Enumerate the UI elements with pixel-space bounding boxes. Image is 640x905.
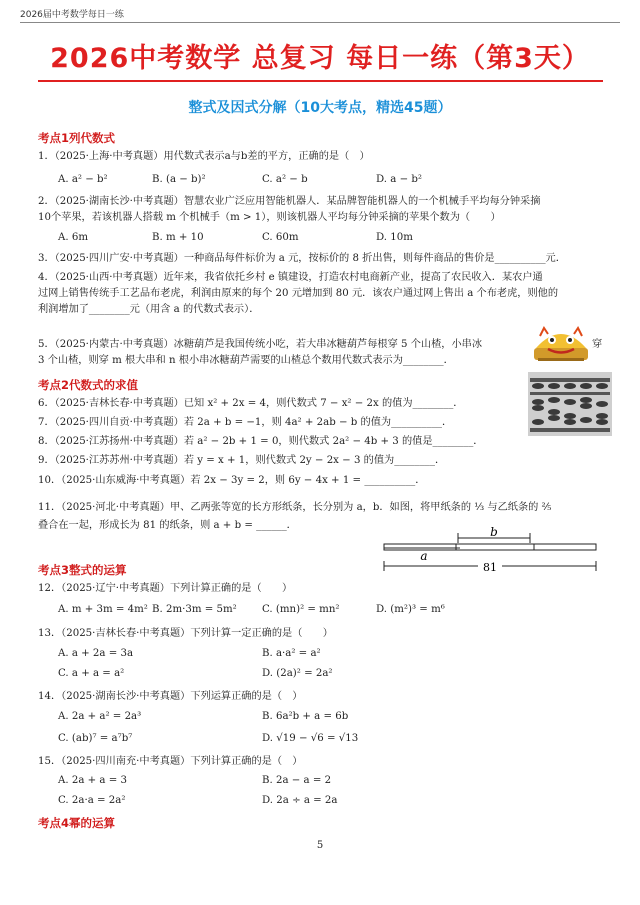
question-3: 3．（2025·四川广安·中考真题）一种商品每件标价为 a 元，按标价的 8 折出售，则每件商品的售价是__________元． bbox=[38, 253, 566, 264]
question-6: 6．（2025·吉林长春·中考真题）已知 x² + 2x = 4，则代数式 7 − x² − 2x 的值为________． bbox=[38, 398, 464, 409]
q12-option-b: B. 2m·3m = 5m² bbox=[152, 604, 237, 615]
q15-option-c: C. 2a·a = 2a² bbox=[58, 795, 126, 806]
question-15: 15．（2025·四川南充·中考真题）下列计算正确的是（ ） bbox=[38, 756, 303, 767]
question-11-line-1: 11．（2025·河北·中考真题）甲、乙两张等宽的长方形纸条，长分别为 a，b．如图，将甲纸条的 ⅓ 与乙纸条的 ⅖ bbox=[38, 502, 552, 513]
q1-option-a: A. a² − b² bbox=[58, 174, 108, 185]
q14-option-c: C. (ab)⁷ = a⁷b⁷ bbox=[58, 733, 133, 744]
question-1: 1．（2025·上海·中考真题）用代数式表示a与b差的平方，正确的是（ ） bbox=[38, 151, 370, 162]
question-11-line-2: 叠合在一起，形成长为 81 的纸条，则 a + b = ______． bbox=[38, 520, 297, 531]
section-heading-3: 考点3整式的运算 bbox=[38, 563, 127, 577]
q13-option-a: A. a + 2a = 3a bbox=[58, 648, 134, 659]
question-9: 9．（2025·江苏苏州·中考真题）若 y = x + 1，则代数式 2y − 2x − 3 的值为________． bbox=[38, 455, 446, 466]
question-8: 8．（2025·江苏扬州·中考真题）若 a² − 2b + 1 = 0，则代数式 2a² − 4b + 3 的值是________． bbox=[38, 436, 484, 447]
q2-option-c: C. 60m bbox=[262, 232, 299, 243]
q2-option-d: D. 10m bbox=[376, 232, 413, 243]
question-2-line-1: 2．（2025·湖南长沙·中考真题）智慧农业广泛应用智能机器人．某品牌智能机器人的一个机械手平均每分钟采摘 bbox=[38, 196, 541, 207]
question-7: 7．（2025·四川自贡·中考真题）若 2a + b = −1，则 4a² + 2ab − b 的值为__________． bbox=[38, 417, 453, 428]
diagram-label-a: a bbox=[420, 549, 428, 563]
question-10: 10．（2025·山东威海·中考真题）若 2x − 3y = 2，则 6y − 4x + 1 = __________． bbox=[38, 475, 426, 486]
section-heading-2: 考点2代数式的求值 bbox=[38, 378, 139, 392]
q15-option-b: B. 2a − a = 2 bbox=[262, 775, 332, 786]
running-header: 2026届中考数学每日一练 bbox=[20, 10, 124, 20]
section-heading-1: 考点1列代数式 bbox=[38, 131, 116, 145]
paper-strips-diagram bbox=[380, 524, 610, 572]
question-5-line-1-tail: 穿 bbox=[592, 339, 603, 350]
header-divider bbox=[20, 22, 620, 23]
question-13: 13．（2025·吉林长春·中考真题）下列计算一定正确的是（ ） bbox=[38, 628, 333, 639]
q13-option-b: B. a·a² = a² bbox=[262, 648, 321, 659]
question-2-line-2: 10个苹果，若该机器人搭载 m 个机械手（m > 1），则该机器人平均每分钟采摘的苹果个数为（ ） bbox=[38, 212, 501, 223]
question-5-line-2: 3 个山楂，则穿 m 根大串和 n 根小串冰糖葫芦需要的山楂总个数用代数式表示为________． bbox=[38, 355, 454, 366]
q15-option-d: D. 2a ÷ a = 2a bbox=[262, 795, 338, 806]
question-4-line-1: 4．（2025·山西·中考真题）近年来，我省依托乡村 e 镇建设，打造农村电商新产业，提高了农民收入．某农户通 bbox=[38, 272, 543, 283]
question-4-line-2: 过网上销售传统手工艺品布老虎，利润由原来的每个 20 元增加到 80 元．该农户通过网上售出 a 个布老虎，则他的 bbox=[38, 288, 559, 299]
q1-option-c: C. a² − b bbox=[262, 174, 308, 185]
q1-option-d: D. a − b² bbox=[376, 174, 422, 185]
page-subtitle: 整式及因式分解（10大考点，精选45题） bbox=[188, 100, 452, 116]
page-title: 2026中考数学 总复习 每日一练（第3天） bbox=[50, 43, 590, 74]
q12-option-c: C. (mn)² = mn² bbox=[262, 604, 340, 615]
question-5-line-1: 5．（2025·内蒙古·中考真题）冰糖葫芦是我国传统小吃，若大串冰糖葫芦每根穿 5 个山楂，小串冰 bbox=[38, 339, 483, 350]
page-number: 5 bbox=[316, 840, 324, 851]
question-12: 12．（2025·辽宁·中考真题）下列计算正确的是（ ） bbox=[38, 583, 293, 594]
q2-option-b: B. m + 10 bbox=[152, 232, 204, 243]
diagram-label-total: 81 bbox=[483, 561, 497, 572]
q15-option-a: A. 2a + a = 3 bbox=[58, 775, 127, 786]
q14-option-a: A. 2a + a² = 2a³ bbox=[58, 711, 142, 722]
question-4-line-3: 利润增加了________元（用含 a 的代数式表示）． bbox=[38, 304, 260, 315]
candied-hawthorn-illustration bbox=[530, 318, 592, 366]
q1-option-b: B. (a − b)² bbox=[152, 174, 206, 185]
section-heading-4: 考点4幂的运算 bbox=[38, 816, 116, 830]
q13-option-c: C. a + a = a² bbox=[58, 668, 125, 679]
diagram-label-b: b bbox=[490, 525, 498, 539]
title-underline bbox=[38, 80, 603, 82]
q2-option-a: A. 6m bbox=[58, 232, 88, 243]
q13-option-d: D. (2a)² = 2a² bbox=[262, 668, 333, 679]
abacus-illustration bbox=[528, 372, 612, 436]
q12-option-d: D. (m²)³ = m⁶ bbox=[376, 604, 445, 615]
q14-option-d: D. √19 − √6 = √13 bbox=[262, 733, 359, 744]
q14-option-b: B. 6a²b + a = 6b bbox=[262, 711, 349, 722]
question-14: 14．（2025·湖南长沙·中考真题）下列运算正确的是（ ） bbox=[38, 691, 303, 702]
q12-option-a: A. m + 3m = 4m² bbox=[58, 604, 148, 615]
